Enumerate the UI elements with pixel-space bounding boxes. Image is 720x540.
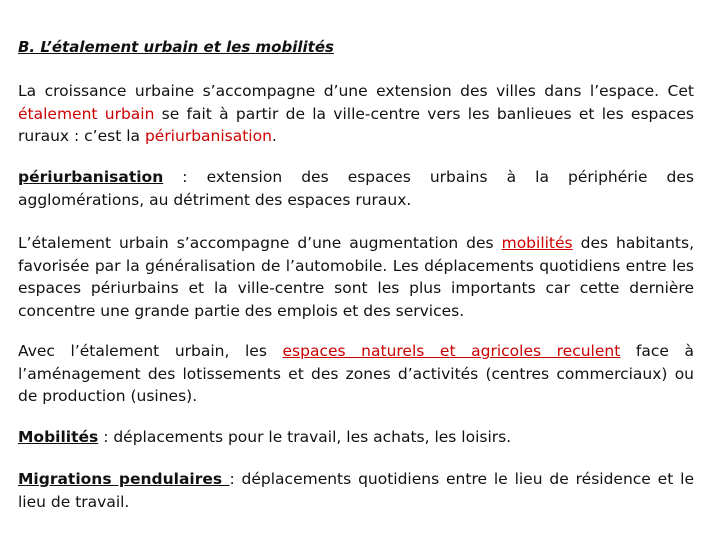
definition-mobilites [18, 426, 694, 449]
definition-term: périurbanisation [18, 168, 164, 186]
highlight-etalement-urbain: étalement urbain [18, 104, 155, 123]
highlight-periurbanisation: périurbanisation [144, 127, 272, 145]
highlight-mobilites: mobilités [501, 234, 573, 252]
paragraph-text: La croissance urbaine s’accompagne d’une extension des villes dans l’espace. Cet [18, 82, 694, 100]
definition-periurbanisation [18, 166, 694, 211]
definition-term: Mobilités [18, 428, 99, 446]
paragraph-text: . [271, 127, 277, 145]
definition-text: : extension des espaces urbains à la périphérie des agglomérations, au détriment des espaces ruraux. [18, 168, 694, 209]
definition-text: : déplacements quotidiens entre le lieu de résidence et le lieu de travail. [18, 470, 694, 511]
section-heading: B. L’étalement urbain et les mobilités [18, 38, 334, 56]
definition-text: : déplacements pour le travail, les achats, les loisirs. [98, 428, 512, 446]
paragraph-text: Avec l’étalement urbain, les [18, 342, 283, 360]
paragraph-text: L’étalement urbain s’accompagne d’une augmentation des [18, 234, 502, 252]
paragraph-intro [18, 80, 694, 148]
paragraph-text: des habitants, favorisée par la généralisation de l’automobile. Les déplacements quotidiens entre les espaces périurbains et la ville-centre sont les plus importants car cette dernière concentre une grande partie des emplois et des services. [18, 234, 694, 320]
paragraph-text: face à l’aménagement des lotissements et des zones d’activités (centres commerciaux) ou de production (usines). [18, 342, 694, 405]
paragraph-text: se fait à partir de la ville-centre vers les banlieues et les espaces ruraux : c’est la [18, 104, 695, 145]
paragraph-mobilites [18, 232, 694, 322]
highlight-espaces-naturels: espaces naturels et agricoles reculent [282, 342, 621, 360]
definition-migrations-pendulaires [18, 468, 694, 513]
paragraph-espaces [18, 340, 694, 408]
definition-term: Migrations pendulaires [18, 470, 230, 488]
